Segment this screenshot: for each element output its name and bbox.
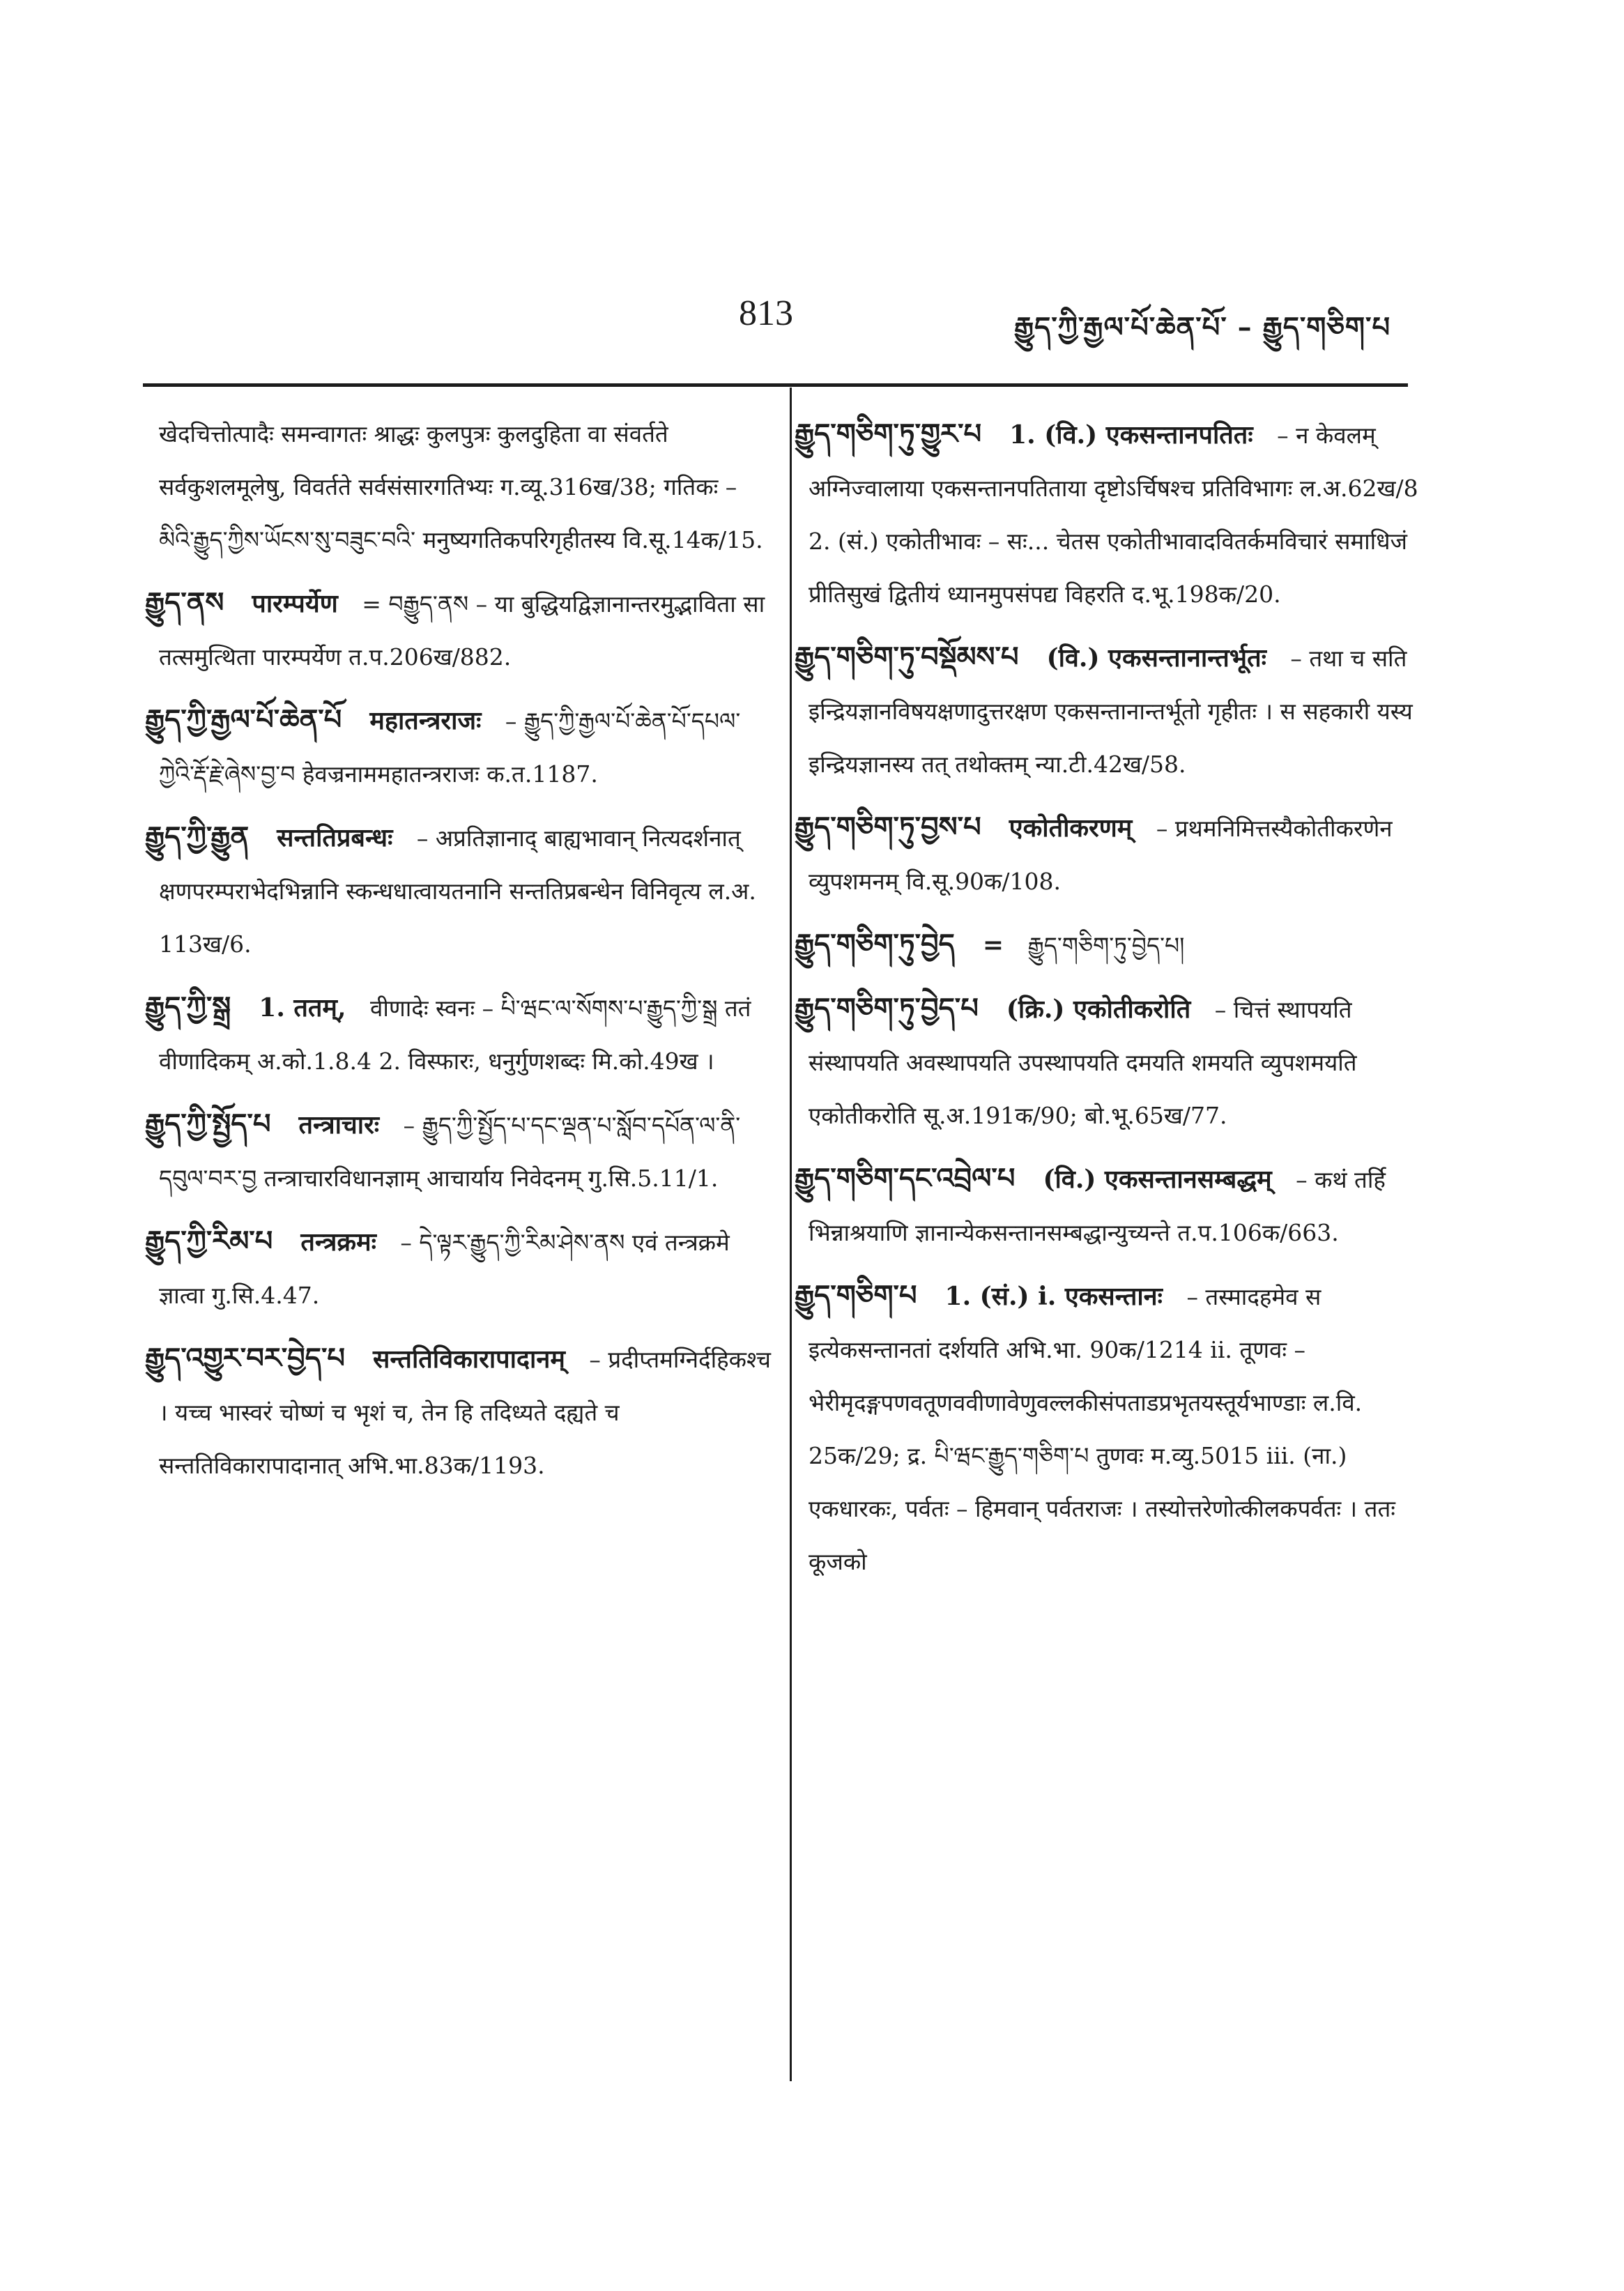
entry-text: – प्रथमनिमित्तस्यैकोतीकरणेन व्युपशमनम् वि.सू.90क/108. — [809, 815, 1393, 895]
entry-headword: རྒྱུད་ཀྱི་སྤྱོད་པ — [145, 1108, 271, 1140]
entry-headword: རྒྱུད་གཅིག་དང་འབྲེལ་པ — [795, 1162, 1016, 1195]
page-header — [0, 286, 1624, 348]
running-head: རྒྱུད་ཀྱི་རྒྱལ་པོ་ཆེན་པོ་ – རྒྱུད་གཅིག་པ — [1014, 311, 1391, 344]
entry-equivalent: = — [982, 930, 1004, 960]
entry-text: – प्रदीप्तमग्निर्दहिकश्च । यच्च भास्वरं चोष्णं च भृशं च, तेन हि तदिध्यते दह्यते च सन्ततिविकारापादानात् अभि.भा.83क/1193. — [159, 1346, 771, 1479]
dictionary-entry — [145, 1332, 772, 1492]
left-column — [145, 408, 772, 1502]
dictionary-entry — [795, 1152, 1422, 1259]
entry-equivalent: (क्रि.) एकोतीकरोति — [1006, 995, 1191, 1024]
dictionary-entry — [145, 811, 772, 971]
entry-headword: རྒྱུད་གཅིག་ཏུ་བྱས་པ — [795, 811, 981, 843]
entry-headword: རྒྱུད་ཀྱི་སྒྲ — [145, 990, 231, 1023]
dictionary-entry — [795, 1269, 1422, 1588]
dictionary-entry — [795, 408, 1422, 621]
entry-text: = བརྒྱུད་ནས – या बुद्धियद्विज्ञानान्तरमुद्भाविता सा तत्समुत्थिता पारम्पर्येण त.प.206ख/882. — [159, 590, 765, 671]
entry-text: – तस्मादहमेव स इत्येकसन्तानतां दर्शयति अभि.भा. 90क/1214 ii. तूणवः – भेरीमृदङ्गपणवतूणववीणावेणुवल्लकीसंपताडप्रभृतयस्तूर्यभाण्डाः ल.वि. 25क/29; द्र. པི་ཝང་རྒྱུད་གཅིག་པ तुणवः म.व्यु.5015 iii. (ना.) एकधारकः, पर्वतः – हिमवान् पर्वतराजः । तस्योत्तरेणोत्कीलकपर्वतः । ततः कूजको — [809, 1283, 1395, 1575]
right-column — [795, 408, 1422, 1598]
entry-text: – དེ་ལྟར་རྒྱུད་ཀྱི་རིམ་ཤེས་ནས एवं तन्त्रक्रमे ज्ञात्वा गु.सि.4.47. — [159, 1229, 730, 1309]
entry-headword: རྒྱུད་གཅིག་ཏུ་གྱུར་པ — [795, 417, 982, 450]
entry-headword: རྒྱུད་གཅིག་ཏུ་བྱེད་པ — [795, 992, 979, 1025]
entry-text: – རྒྱུད་ཀྱི་རྒྱལ་པོ་ཆེན་པོ་དཔལ་ཀྱེའི་རྡོ་རྗེ་ཞེས་བྱ་བ हेवज्रनाममहातन्त्रराजः क.त.1187. — [159, 707, 741, 788]
dictionary-entry — [145, 1098, 772, 1205]
dictionary-entry — [145, 694, 772, 801]
dictionary-entry — [145, 576, 772, 684]
entry-equivalent: सन्ततिप्रबन्धः — [277, 823, 393, 852]
dictionary-entry-continued — [159, 408, 772, 567]
dictionary-entry — [145, 981, 772, 1088]
entry-text: – तथा च सति इन्द्रियज्ञानविषयक्षणादुत्तरक्षण एकसन्तानान्तर्भूतो गृहीतः । स सहकारी यस्य इन्द्रियज्ञानस्य तत् तथोक्तम् न्या.टी.42ख/58. — [809, 645, 1413, 778]
dictionary-entry — [145, 1215, 772, 1322]
entry-text: – कथं तर्हि भिन्नाश्रयाणि ज्ञानान्येकसन्तानसम्बद्धान्युच्यन्ते त.प.106क/663. — [809, 1166, 1386, 1246]
entry-equivalent: पारम्पर्येण — [252, 589, 338, 618]
top-rule — [143, 383, 1408, 387]
entry-equivalent: (वि.) एकसन्तानसम्बद्धम् — [1043, 1165, 1272, 1194]
dictionary-entry — [795, 631, 1422, 791]
entry-headword: རྒྱུད་གཅིག་པ — [795, 1279, 917, 1312]
entry-equivalent: 1. (सं.) i. एकसन्तानः — [944, 1282, 1163, 1311]
entry-text: खेदचित्तोत्पादैः समन्वागतः श्राद्धः कुलपुत्रः कुलदुहिता वा संवर्तते सर्वकुशलमूलेषु, विवर्तते सर्वसंसारगतिभ्यः ग.व्यू.316ख/38; गतिकः – མིའི་རྒྱུད་ཀྱིས་ཡོངས་སུ་བཟུང་བའི་ मनुष्यगतिकपरिगृहीतस्य वि.सू.14क/15. — [159, 420, 763, 553]
entry-headword: རྒྱུད་གཅིག་ཏུ་བསྡོམས་པ — [795, 641, 1019, 673]
dictionary-entry — [795, 918, 1422, 972]
entry-text: – चित्तं स्थापयति संस्थापयति अवस्थापयति उपस्थापयति दमयति शमयति व्युपशमयति एकोतीकरोति सू.अ.191क/90; बो.भू.65ख/77. — [809, 996, 1357, 1129]
entry-headword: རྒྱུད་གཅིག་ཏུ་བྱེད — [795, 928, 955, 960]
entry-text: वीणादेः स्वनः – པི་ཝང་ལ་སོགས་པ་རྒྱུད་ཀྱི་སྒྲ ततं वीणादिकम् अ.को.1.8.4 2. विस्फारः, धनुर्गुणशब्दः मि.को.49ख । — [159, 995, 751, 1075]
entry-equivalent: 1. ततम्, — [259, 993, 346, 1022]
entry-equivalent: महातन्त्रराजः — [369, 706, 482, 735]
entry-text: – न केवलम् अग्निज्वालाया एकसन्तानपतिताया दृष्टोऽर्चिषश्च प्रतिविभागः ल.अ.62ख/8 2. (सं.) एकोतीभावः – सः... चेतस एकोतीभावादवितर्कमविचारं समाधिजं प्रीतिसुखं द्वितीयं ध्यानमुपसंपद्य विहरति द.भू.198क/20. — [809, 422, 1418, 608]
entry-text: – རྒྱུད་ཀྱི་སྤྱོད་པ་དང་ལྡན་པ་སློབ་དཔོན་ལ་ནི་དབུལ་བར་བྱ तन्त्राचारविधानज्ञाम् आचार्याय निवेदनम् गु.सि.5.11/1. — [159, 1112, 741, 1192]
page-number: 813 — [739, 293, 793, 333]
entry-headword: རྒྱུད་ཀྱི་རིམ་པ — [145, 1225, 273, 1257]
entry-equivalent: तन्त्रक्रमः — [300, 1227, 376, 1257]
dictionary-entry — [795, 801, 1422, 908]
entry-headword: རྒྱུད་ཀྱི་རྒྱུན — [145, 820, 250, 853]
entry-headword: རྒྱུད་འགྱུར་བར་བྱེད་པ — [145, 1342, 345, 1374]
entry-headword: རྒྱུད་ཀྱི་རྒྱལ་པོ་ཆེན་པོ — [145, 703, 342, 736]
entry-equivalent: तन्त्राचारः — [298, 1110, 380, 1140]
entry-headword: རྒྱུད་ནས — [145, 586, 224, 619]
entry-equivalent: एकोतीकरणम् — [1009, 813, 1133, 843]
entry-equivalent: सन्ततिविकारापादानम् — [373, 1344, 565, 1374]
entry-text: རྒྱུད་གཅིག་ཏུ་བྱེད་པ། — [1027, 932, 1185, 959]
dictionary-entry — [795, 982, 1422, 1142]
entry-equivalent: 1. (वि.) एकसन्तानपतितः — [1009, 420, 1253, 450]
column-divider — [790, 388, 792, 2081]
entry-equivalent: (वि.) एकसन्तानान्तर्भूतः — [1046, 643, 1266, 673]
entry-text: – अप्रतिज्ञानाद् बाह्यभावान् नित्यदर्शनात् क्षणपरम्पराभेदभिन्नानि स्कन्धधात्वायतनानि सन्ततिप्रबन्धेन विनिवृत्य ल.अ. 113ख/6. — [159, 825, 756, 958]
